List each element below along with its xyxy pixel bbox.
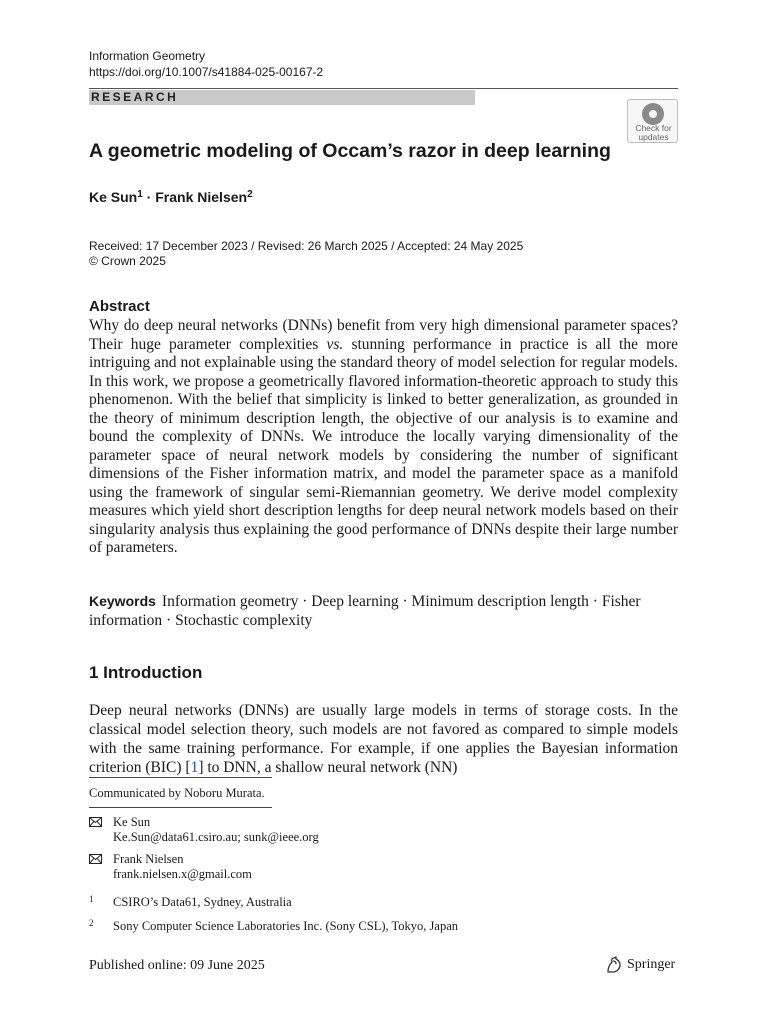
abstract-heading: Abstract (89, 298, 150, 315)
affiliation-1-text: CSIRO’s Data61, Sydney, Australia (113, 895, 292, 909)
introduction-text-part-2: ] to DNN, a shallow neural network (NN) (198, 759, 458, 776)
author-2-affiliation: 2 (247, 189, 253, 200)
doi-link[interactable]: https://doi.org/10.1007/s41884-025-00167-2 (89, 65, 324, 79)
communicated-by: Communicated by Noboru Murata. (89, 786, 265, 800)
envelope-icon (89, 854, 102, 864)
citation-link[interactable]: 1 (190, 759, 199, 776)
keywords (89, 592, 678, 630)
contact-1-email[interactable]: Ke.Sun@data61.csiro.au; sunk@ieee.org (113, 830, 319, 844)
footnote-rule (89, 777, 272, 778)
abstract-text-part-2: stunning performance in practice is all the more intriguing and not explainable using the standard theory of model selection for regular models. In this work, we propose a geometrically flavored information-theoretic approach to study this phenomenon. With the belief that simplicity is linked to better generalization, as grounded in the theory of minimum description length, the objective of our analysis is to examine and bound the complexity of DNNs. We introduce the locally varying dimensionality of the parameter space of neural network models by considering the number of significant dimensions of the Fisher information matrix, and model the parameter space as a manifold using the framework of singular semi-Riemannian geometry. We derive model complexity measures which yield short description lengths for deep neural network models based on their singularity analysis thus explaining the good performance of DNNs despite their large number of parameters. (89, 335, 678, 556)
keywords-list: Information geometry · Deep learning · Minimum description length · Fisher information · Stochastic complexity (89, 593, 641, 629)
affiliation-2-number: 2 (89, 918, 94, 928)
article-dates: Received: 17 December 2023 / Revised: 26 March 2025 / Accepted: 24 May 2025 (89, 239, 524, 253)
footnote-rule-2 (89, 807, 272, 808)
envelope-icon (89, 817, 102, 827)
check-for-updates-badge[interactable] (627, 99, 678, 143)
author-1-name[interactable]: Ke Sun (89, 189, 138, 205)
published-date: Published online: 09 June 2025 (89, 958, 265, 973)
section-label: RESEARCH (91, 90, 179, 104)
introduction-text-part-1: Deep neural networks (DNNs) are usually large models in terms of storage costs. In the classical model selection theory, such models are not favored as compared to simple models with the same training performance. For example, if one applies the Bayesian information criterion (BIC) [ (89, 702, 678, 776)
copyright: © Crown 2025 (89, 254, 166, 268)
abstract-text-part-1: Why do deep neural networks (DNNs) benefit from very high dimensional parameter spaces? Their huge parameter complexities (89, 317, 678, 353)
abstract-text (89, 317, 678, 558)
author-1-affiliation: 1 (137, 189, 143, 200)
journal-name: Information Geometry (89, 49, 206, 63)
author-separator: · (142, 189, 156, 205)
contact-1-name: Ke Sun (113, 815, 151, 829)
article-title: A geometric modeling of Occam’s razor in deep learning (89, 140, 611, 162)
contact-2-name: Frank Nielsen (113, 852, 184, 866)
contact-2-email[interactable]: frank.nielsen.x@gmail.com (113, 867, 252, 881)
introduction-text (89, 701, 678, 777)
section-bar (89, 90, 475, 105)
affiliation-1-number: 1 (89, 894, 94, 904)
check-updates-icon-inner (647, 108, 659, 120)
affiliation-2-text: Sony Computer Science Laboratories Inc. (Sony CSL), Tokyo, Japan (113, 919, 459, 933)
keywords-label: Keywords (89, 593, 156, 609)
header-rule (89, 88, 678, 89)
author-list (89, 186, 253, 206)
check-updates-label: Check for updates (635, 123, 672, 142)
author-2-name[interactable]: Frank Nielsen (155, 189, 248, 205)
springer-horse-icon (605, 956, 623, 974)
section-heading-introduction: 1 Introduction (89, 663, 203, 682)
publisher-name: Springer (627, 957, 676, 972)
abstract-text-vs: vs. (326, 335, 344, 353)
